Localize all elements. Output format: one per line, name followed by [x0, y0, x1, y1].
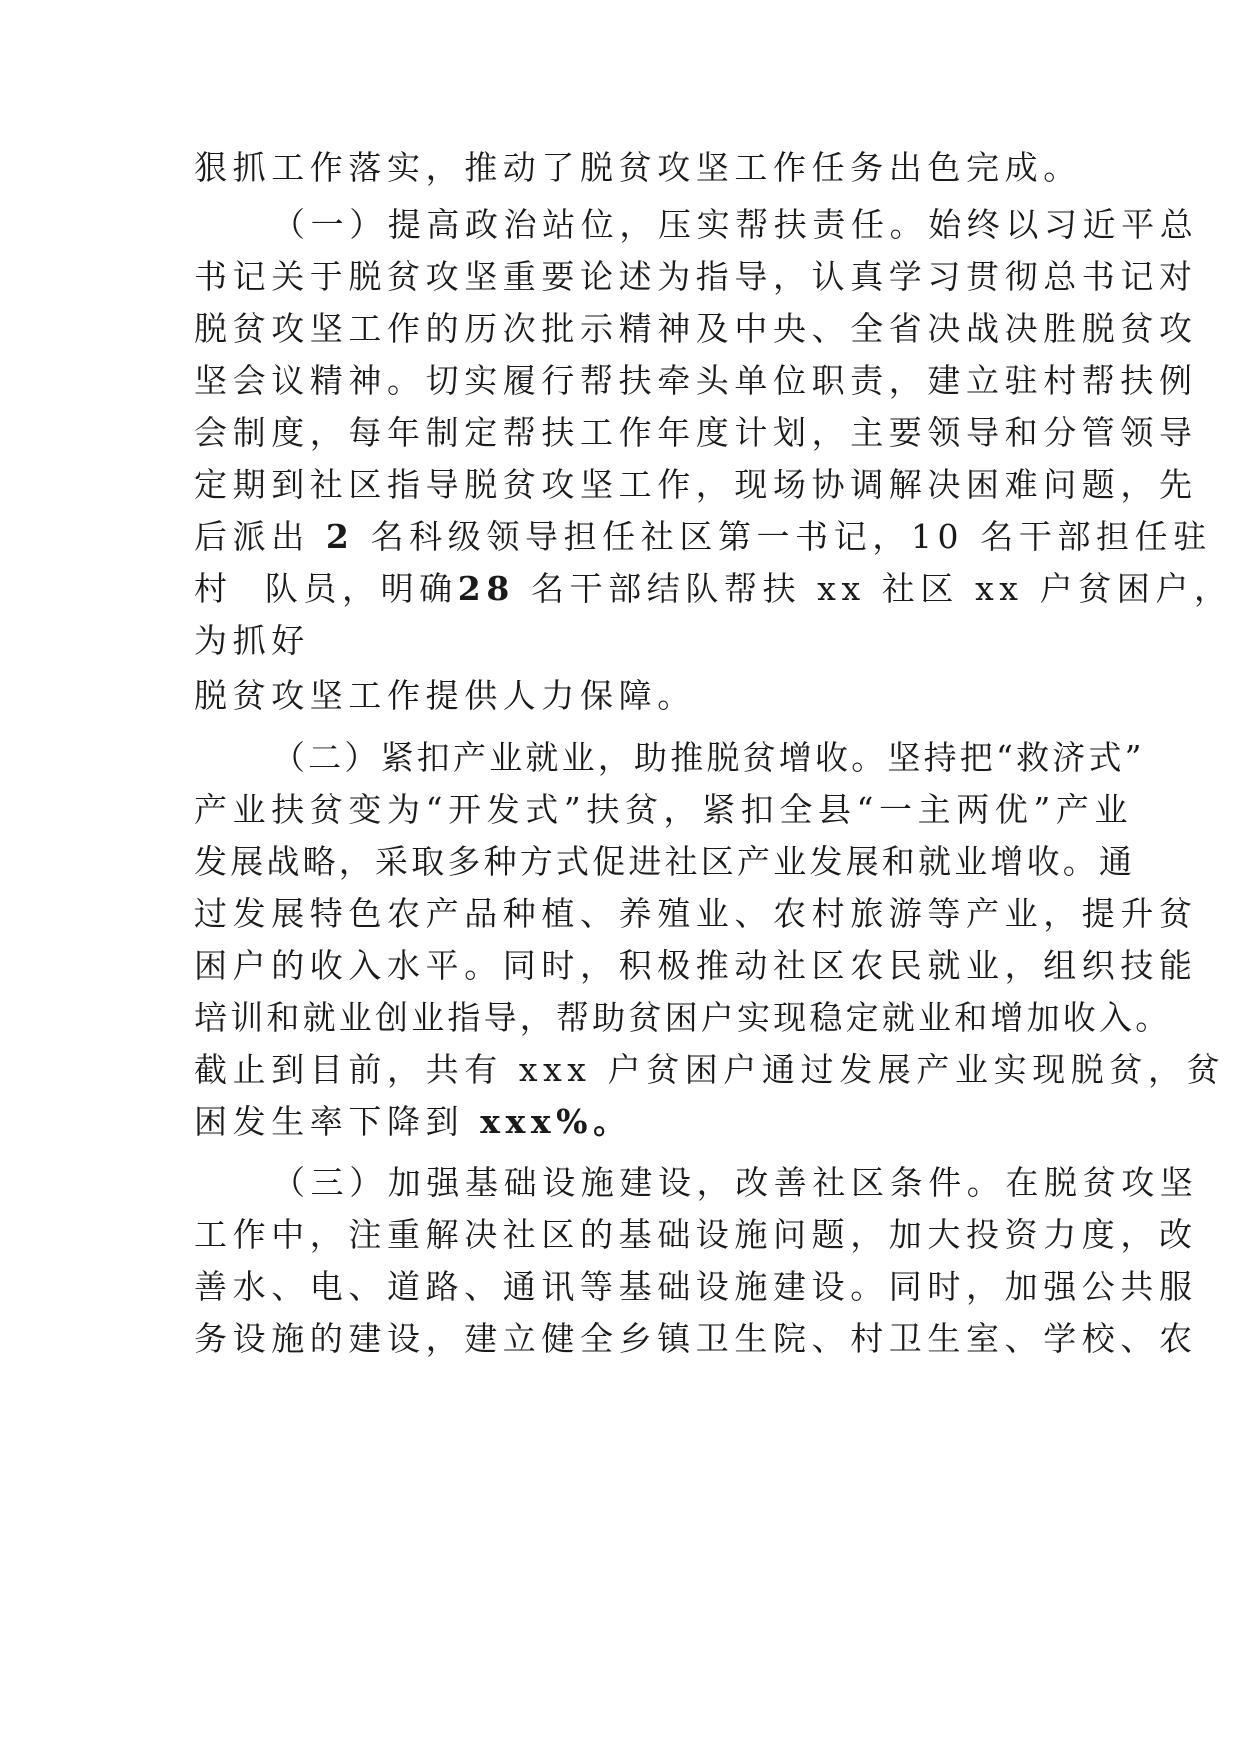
paragraph-line: 培训和就业创业指导，帮助贫困户实现稳定就业和增加收入。: [194, 998, 1172, 1037]
paragraph-line: [194, 517, 1212, 557]
paragraph-line: 书记关于脱贫攻坚重要论述为指导，认真学习贯彻总书记对: [194, 257, 1198, 296]
section-heading-line: （三）加强基础设施建设，改善社区条件。在脱贫攻坚: [272, 1163, 1199, 1202]
paragraph-line: 工作中，注重解决社区的基础设施问题，加大投资力度，改: [194, 1215, 1198, 1254]
paragraph-line: 发展战略，采取多种方式促进社区产业发展和就业增收。通: [194, 842, 1136, 881]
paragraph-line: 会制度，每年制定帮扶工作年度计划，主要领导和分管领导: [194, 413, 1198, 452]
paragraph-line: [194, 569, 1233, 609]
line-text: 困发生率下降到: [194, 1102, 481, 1141]
paragraph-line: 过发展特色农产品种植、养殖业、农村旅游等产业，提升贫: [194, 894, 1198, 933]
paragraph-line: 脱贫攻坚工作的历次批示精神及中央、全省决战决胜脱贫攻: [194, 309, 1198, 348]
section-heading-line: （二）紧扣产业就业，助推脱贫增收。坚持把“救济式”: [272, 738, 1145, 777]
bold-number: 28: [457, 569, 515, 608]
paragraph-line: 产业扶贫变为“开发式”扶贫，紧扣全县“一主两优”产业: [194, 790, 1134, 829]
line-text: 名干部结队帮扶 xx 社区 xx 户贫困户，: [531, 569, 1233, 608]
paragraph-line: 善水、电、道路、通讯等基础设施建设。同时，加强公共服: [194, 1267, 1198, 1306]
line-text: 后派出: [194, 517, 310, 556]
section-heading-line: （一）提高政治站位，压实帮扶责任。始终以习近平总: [272, 205, 1199, 244]
paragraph-line: [194, 1102, 632, 1142]
bold-percentage: xxx%。: [480, 1102, 632, 1141]
paragraph-line: 务设施的建设，建立健全乡镇卫生院、村卫生室、学校、农: [194, 1319, 1198, 1358]
paragraph-line: 截止到目前，共有 xxx 户贫困户通过发展产业实现脱贫，贫: [194, 1050, 1226, 1089]
line-text: 名科级领导担任社区第一书记，10 名干部担任驻: [370, 517, 1212, 556]
paragraph-line: 脱贫攻坚工作提供人力保障。: [194, 676, 696, 715]
paragraph-line: 为抓好: [194, 621, 310, 660]
paragraph-line: 狠抓工作落实，推动了脱贫攻坚工作任务出色完成。: [194, 148, 1082, 187]
paragraph-line: 坚会议精神。切实履行帮扶牵头单位职责，建立驻村帮扶例: [194, 361, 1198, 400]
paragraph-line: 困户的收入水平。同时，积极推动社区农民就业，组织技能: [194, 946, 1198, 985]
bold-number: 2: [325, 517, 355, 556]
paragraph-line: 定期到社区指导脱贫攻坚工作，现场协调解决困难问题，先: [194, 465, 1198, 504]
line-text: 村 队员，明确: [194, 569, 458, 608]
